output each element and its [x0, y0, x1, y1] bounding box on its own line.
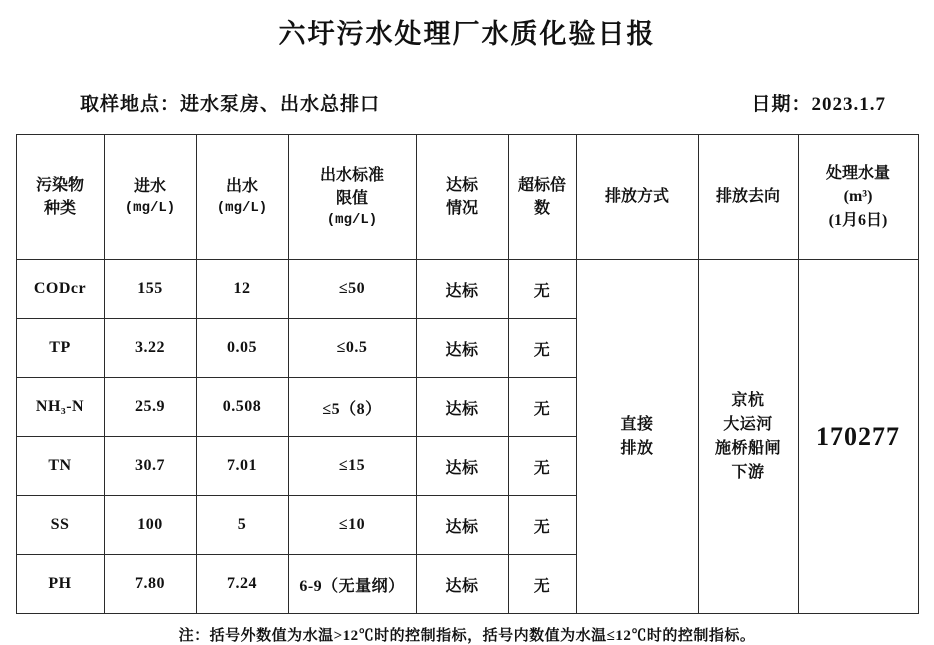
header-influent — [104, 135, 196, 260]
cell-effluent: 0.05 — [196, 319, 288, 378]
report-page — [0, 12, 934, 644]
cell-pollutant-name: CODcr — [16, 260, 104, 319]
header-standard — [288, 135, 416, 260]
discharge-mode-line2: 排放 — [620, 439, 654, 457]
water-quality-table — [16, 134, 919, 614]
header-compliance — [416, 135, 508, 260]
cell-compliance: 达标 — [416, 378, 508, 437]
cell-standard: ≤15 — [288, 437, 416, 496]
table-row — [16, 260, 918, 319]
header-compliance-line1: 达标 — [445, 176, 478, 194]
cell-effluent: 5 — [196, 496, 288, 555]
header-volume — [798, 135, 918, 260]
cell-standard: ≤0.5 — [288, 319, 416, 378]
discharge-dest-line1: 京杭 — [731, 391, 765, 409]
page-title: 六圩污水处理厂水质化验日报 — [278, 19, 656, 49]
cell-compliance: 达标 — [416, 437, 508, 496]
cell-influent: 7.80 — [104, 555, 196, 614]
cell-compliance: 达标 — [416, 260, 508, 319]
cell-exceed: 无 — [508, 437, 576, 496]
cell-pollutant-name: SS — [16, 496, 104, 555]
cell-pollutant-name: NH₃-N — [16, 378, 104, 437]
table-footnote: 注：括号外数值为水温>12℃时的控制指标，括号内数值为水温≤12℃时的控制指标。 — [178, 628, 756, 644]
sampling-location-label: 取样地点：进水泵房、出水总排口 — [80, 94, 381, 115]
cell-treated-volume — [798, 260, 918, 614]
header-pollutant-line1: 污染物 — [35, 176, 84, 194]
cell-exceed: 无 — [508, 496, 576, 555]
cell-effluent: 12 — [196, 260, 288, 319]
cell-effluent: 0.508 — [196, 378, 288, 437]
discharge-dest-line2: 大运河 — [723, 415, 773, 433]
header-exceed-line2: 数 — [533, 200, 550, 217]
cell-influent: 3.22 — [104, 319, 196, 378]
treated-volume-value: 170277 — [816, 421, 900, 451]
header-effluent-line1: 出水 — [225, 178, 258, 196]
discharge-dest-line4: 下游 — [731, 463, 765, 481]
cell-compliance: 达标 — [416, 319, 508, 378]
header-volume-line2: (m³) — [843, 188, 873, 206]
header-discharge-destination: 排放去向 — [698, 135, 798, 260]
header-standard-unit: (mg/L) — [326, 212, 378, 229]
cell-exceed: 无 — [508, 378, 576, 437]
cell-pollutant-name: PH — [16, 555, 104, 614]
cell-pollutant-name: TN — [16, 437, 104, 496]
cell-discharge-destination — [698, 260, 798, 614]
cell-influent: 155 — [104, 260, 196, 319]
cell-effluent: 7.01 — [196, 437, 288, 496]
header-exceed — [508, 135, 576, 260]
header-volume-line3: (1月6日) — [828, 211, 888, 229]
cell-standard: ≤10 — [288, 496, 416, 555]
cell-influent: 30.7 — [104, 437, 196, 496]
report-date-label: 日期：2023.1.7 — [751, 94, 886, 115]
cell-standard: 6-9（无量纲） — [288, 555, 416, 614]
meta-row — [0, 89, 934, 116]
header-exceed-line1: 超标倍 — [517, 176, 566, 194]
header-influent-line1: 进水 — [133, 178, 166, 196]
cell-standard: ≤5（8） — [288, 378, 416, 437]
cell-exceed: 无 — [508, 260, 576, 319]
cell-exceed: 无 — [508, 319, 576, 378]
header-compliance-line2: 情况 — [445, 200, 478, 217]
cell-pollutant-name: TP — [16, 319, 104, 378]
header-discharge-mode: 排放方式 — [576, 135, 698, 260]
header-effluent-unit: (mg/L) — [216, 200, 268, 217]
cell-effluent: 7.24 — [196, 555, 288, 614]
cell-discharge-mode — [576, 260, 698, 614]
cell-compliance: 达标 — [416, 555, 508, 614]
cell-influent: 25.9 — [104, 378, 196, 437]
discharge-mode-line1: 直接 — [620, 415, 654, 433]
header-pollutant — [16, 135, 104, 260]
header-standard-line2: 限值 — [335, 189, 368, 207]
cell-influent: 100 — [104, 496, 196, 555]
table-header-row — [16, 135, 918, 260]
cell-exceed: 无 — [508, 555, 576, 614]
header-influent-unit: (mg/L) — [124, 200, 176, 217]
header-effluent — [196, 135, 288, 260]
header-volume-line1: 处理水量 — [825, 165, 890, 183]
discharge-dest-line3: 施桥船闸 — [714, 439, 781, 457]
header-standard-line1: 出水标准 — [319, 166, 384, 184]
cell-compliance: 达标 — [416, 496, 508, 555]
cell-standard: ≤50 — [288, 260, 416, 319]
header-pollutant-line2: 种类 — [43, 200, 76, 217]
